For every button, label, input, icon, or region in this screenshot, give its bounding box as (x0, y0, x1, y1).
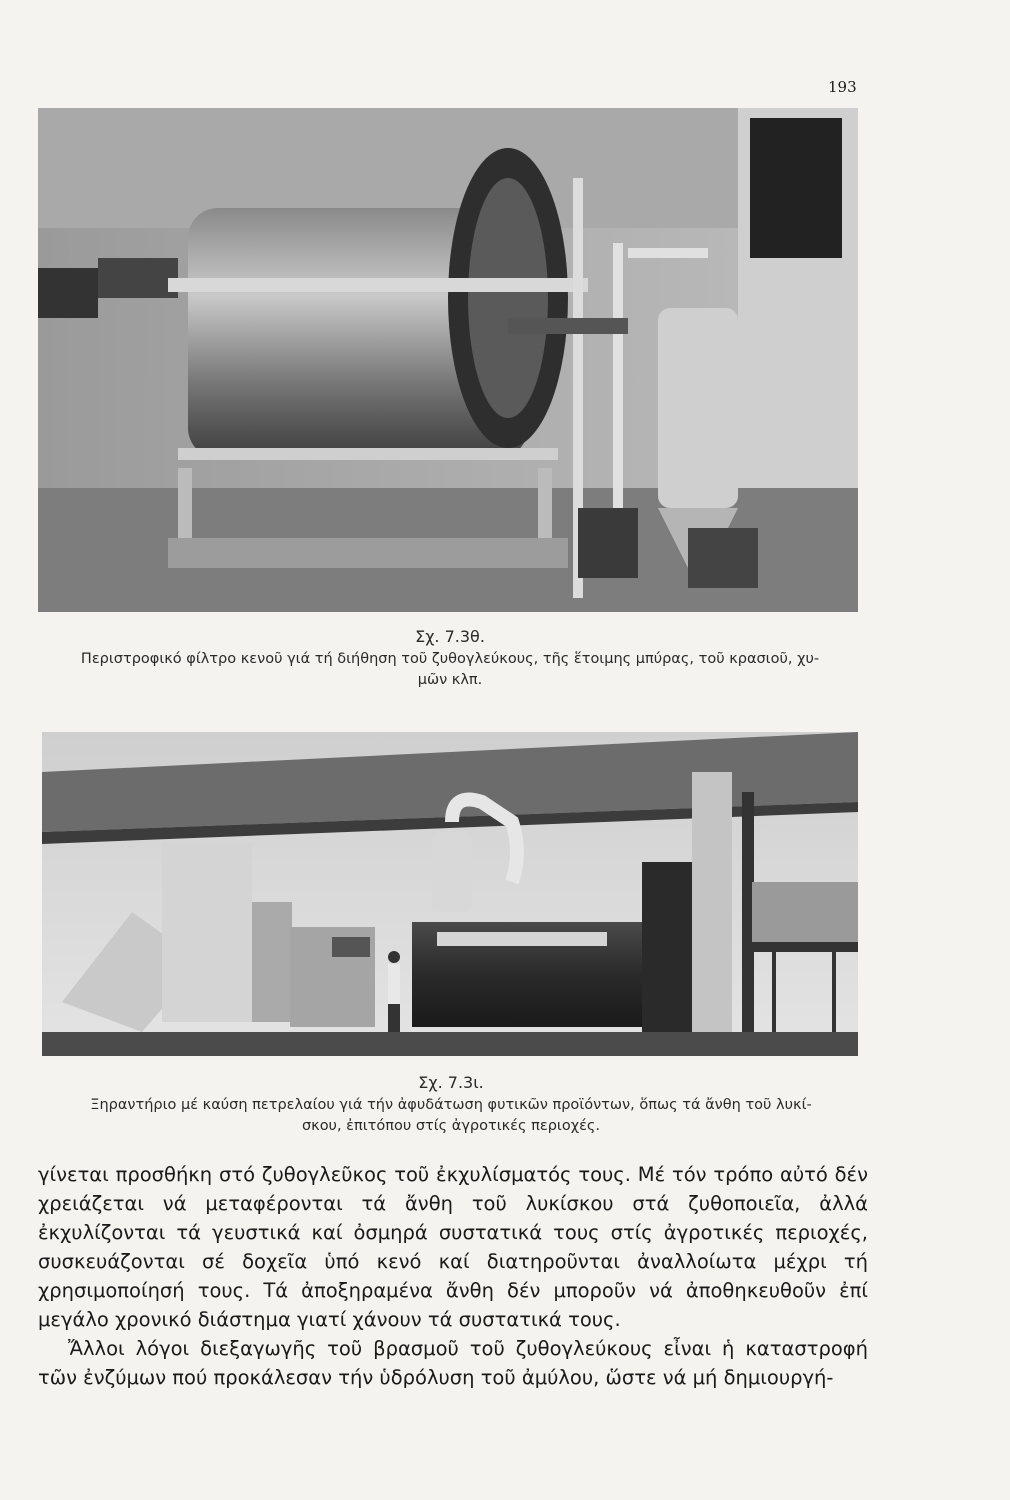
caption-line: Περιστροφικό φίλτρο κενοῦ γιά τή διήθηση τοῦ ζυθογλεύκους, τῆς ἕτοιμης μπύρας, τοῦ κρασιοῦ, χυ- (80, 651, 820, 667)
oil-fired-dryer-photo (42, 732, 858, 1056)
caption-line: Ξηραντήριο μέ καύση πετρελαίου γιά τήν ἀφυδάτωση φυτικῶν προϊόντων, ὅπως τά ἄνθη τοῦ λυκί- (90, 1097, 812, 1113)
figure-label: Σχ. 7.3ι. (418, 1073, 484, 1092)
figure-caption-7-3-theta (40, 626, 860, 691)
body-text (38, 1160, 868, 1392)
rotary-vacuum-filter-photo (38, 108, 858, 612)
paragraph: γίνεται προσθήκη στό ζυθογλεῦκος τοῦ ἐκχυλίσματός τους. Μέ τόν τρόπο αὐτό δέν χρειάζεται νά μεταφέρονται τά ἄνθη τοῦ λυκίσκου στά ζυθοποιεῖα, ἀλλά ἐκχυλίζονται τά γευστικά καί ὀσμηρά συστατικά τους στίς ἀγροτικές περιοχές, συσκευάζονται σέ δοχεῖα ὑπό κενό καί διατηροῦνται ἀναλλοίωτα μέχρι τή χρησιμοποίησή τους. Τά ἀποξηραμένα ἄνθη δέν μποροῦν νά ἀποθηκευθοῦν ἐπί μεγάλο χρονικό διάστημα γιατί χάνουν τά συστατικά τους. (38, 1163, 868, 1331)
page-number: 193 (828, 78, 857, 96)
caption-line: σκου, ἐπιτόπου στίς ἀγροτικές περιοχές. (301, 1118, 601, 1134)
caption-line: μῶν κλπ. (417, 672, 483, 688)
paragraph: Ἄλλοι λόγοι διεξαγωγῆς τοῦ βρασμοῦ τοῦ ζυθογλεύκους εἶναι ἡ καταστροφή τῶν ἐνζύμων πού προκάλεσαν τήν ὑδρόλυση τοῦ ἀμύλου, ὥστε νά μή δημιουργή- (38, 1337, 868, 1389)
oil-fired-dryer-illustration (42, 732, 858, 1056)
figure-label: Σχ. 7.3θ. (415, 627, 485, 646)
figure-caption-7-3-iota (36, 1072, 866, 1137)
rotary-vacuum-filter-illustration (38, 108, 858, 612)
